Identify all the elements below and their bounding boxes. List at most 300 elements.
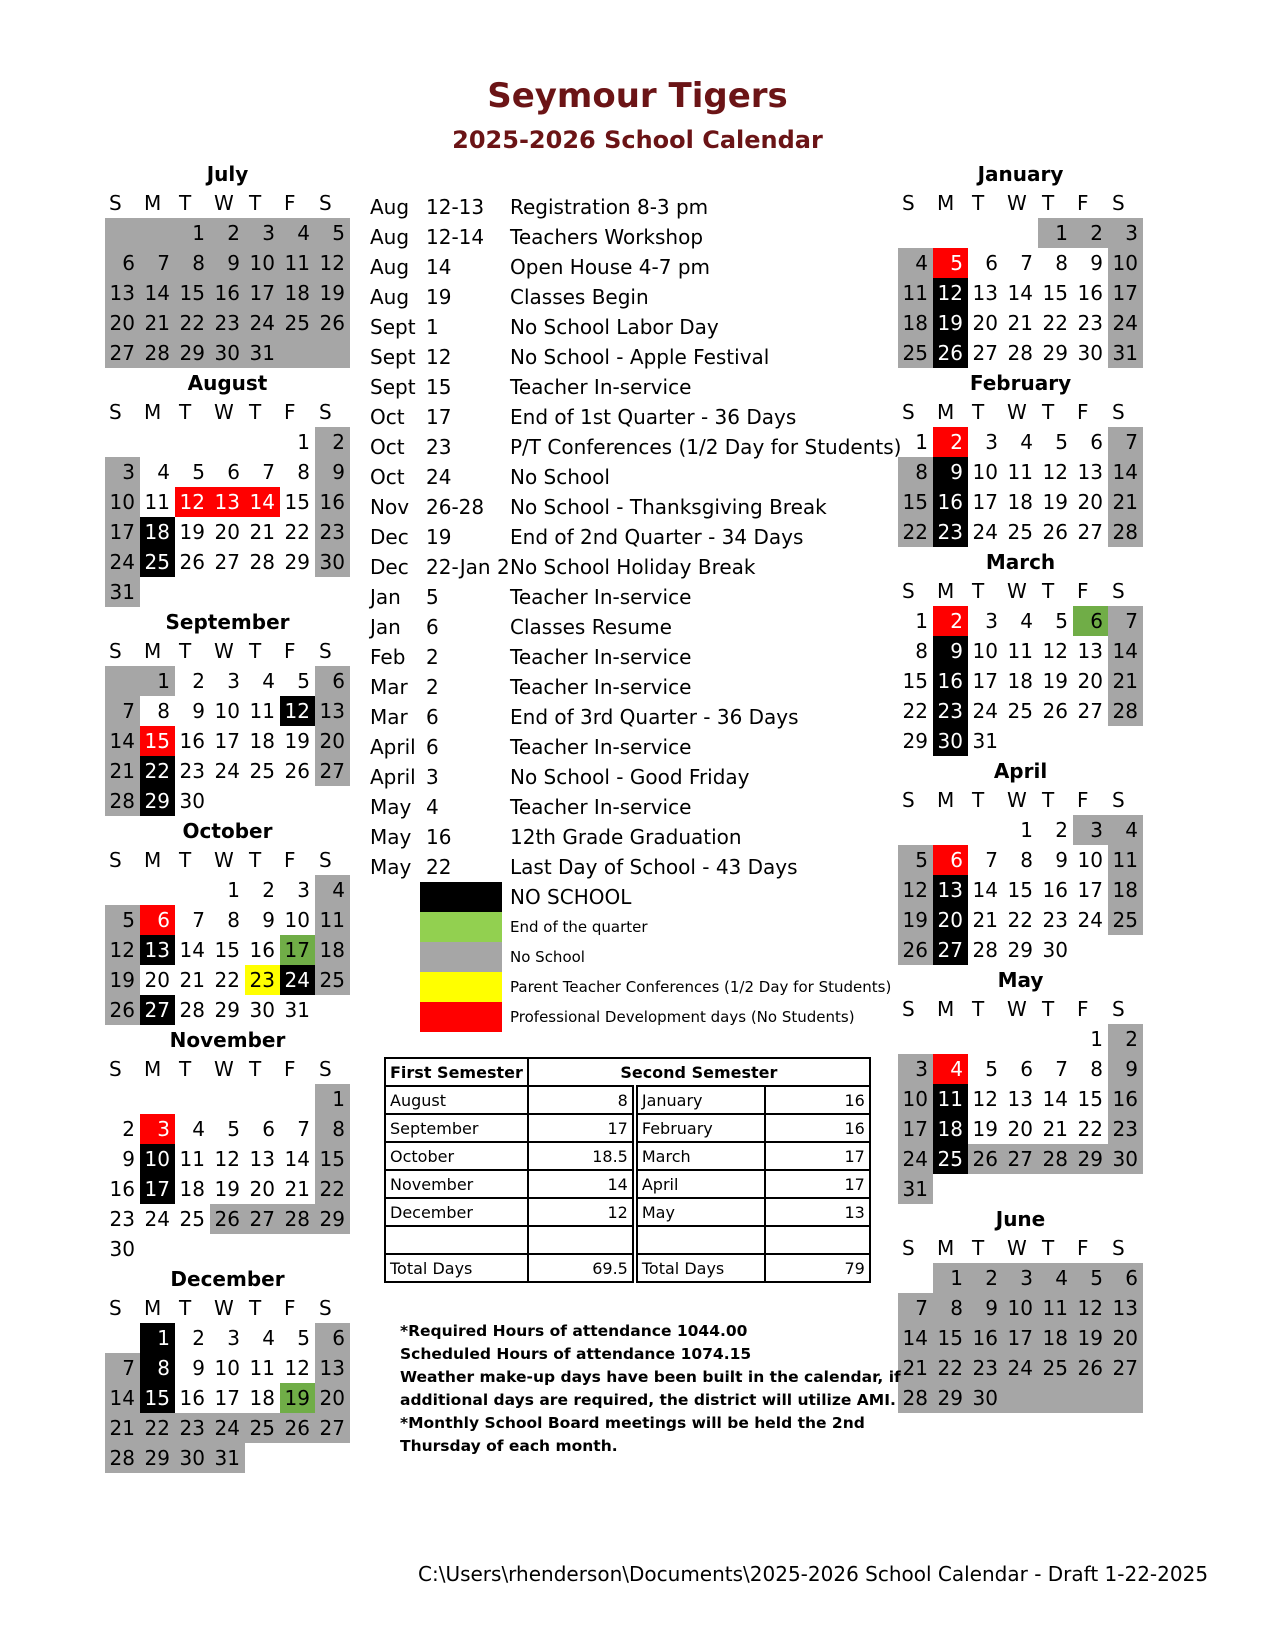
event-row: [370, 252, 890, 282]
month-march: [898, 548, 1143, 756]
weekday-label: M: [937, 997, 955, 1021]
day-cell: 23: [315, 517, 350, 547]
week-row: [898, 726, 1143, 756]
event-description: Teacher In-service: [510, 645, 692, 669]
day-cell: 9: [1090, 251, 1103, 275]
day-cell: 6: [933, 845, 968, 875]
month-april: [898, 757, 1143, 965]
day-cell: 11: [933, 1084, 968, 1114]
day-cell: 3: [985, 430, 998, 454]
day-cell: 5: [1055, 609, 1068, 633]
day-cell: 21: [1108, 666, 1143, 696]
day-cell: [968, 218, 1003, 248]
week-row: [898, 875, 1143, 905]
day-cell: 29: [1042, 341, 1068, 365]
day-cell: 13: [1007, 1087, 1033, 1111]
month-cell: [385, 1226, 528, 1254]
weekday-label: T: [972, 400, 985, 424]
day-cell: 27: [105, 338, 140, 368]
weekday-label: M: [144, 848, 162, 872]
attendance-notes: [400, 1320, 901, 1458]
day-cell: [105, 875, 140, 905]
day-cell: [140, 218, 175, 248]
day-cell: 9: [122, 1147, 135, 1171]
table-row: [385, 1226, 870, 1254]
day-cell: 5: [933, 248, 968, 278]
day-cell: 22: [933, 1353, 968, 1383]
weekday-label: M: [144, 400, 162, 424]
day-cell: 29: [214, 998, 240, 1022]
day-cell: 29: [315, 1204, 350, 1234]
week-row: [898, 1383, 1143, 1413]
event-description: Teacher In-service: [510, 675, 692, 699]
legend-label: End of the quarter: [510, 918, 648, 936]
weekday-label: S: [319, 639, 332, 663]
day-cell: 18: [249, 1386, 275, 1410]
event-month: Oct: [370, 435, 405, 459]
month-cell: [635, 1226, 765, 1254]
day-cell: 26: [1042, 699, 1068, 723]
day-cell: 11: [1007, 639, 1033, 663]
week-row: [898, 338, 1143, 368]
day-cell: 14: [284, 1147, 310, 1171]
day-cell: 1: [1020, 818, 1033, 842]
day-cell: 8: [1090, 1057, 1103, 1081]
day-cell: 16: [968, 1323, 1003, 1353]
day-cell: [175, 1234, 210, 1264]
weekday-label: M: [937, 1236, 955, 1260]
day-cell: 7: [262, 460, 275, 484]
day-cell: 3: [985, 609, 998, 633]
month-may: [898, 966, 1143, 1204]
day-cell: 16: [210, 278, 245, 308]
weekday-header: [898, 995, 1143, 1024]
event-row: [370, 432, 902, 462]
day-cell: 4: [1038, 1263, 1073, 1293]
day-cell: 19: [1042, 490, 1068, 514]
day-cell: 5: [227, 1117, 240, 1141]
day-cell: [140, 577, 175, 607]
day-cell: 14: [245, 487, 280, 517]
week-row: [898, 1024, 1143, 1054]
day-cell: 13: [249, 1147, 275, 1171]
day-cell: 16: [933, 666, 968, 696]
week-row: [105, 1084, 350, 1114]
weekday-label: M: [144, 639, 162, 663]
table-row: [385, 1142, 870, 1170]
weekday-label: W: [214, 1296, 234, 1320]
day-cell: 1: [1090, 1027, 1103, 1051]
event-description: Teacher In-service: [510, 795, 692, 819]
day-cell: 20: [1077, 490, 1103, 514]
event-month: Aug: [370, 285, 410, 309]
weekday-label: M: [937, 788, 955, 812]
day-cell: [105, 1084, 140, 1114]
day-cell: 21: [1108, 487, 1143, 517]
event-row: [370, 672, 890, 702]
event-row: [370, 822, 890, 852]
week-row: [105, 726, 350, 756]
day-cell: 21: [140, 308, 175, 338]
month-cell: September: [385, 1114, 528, 1142]
day-cell: 20: [972, 311, 998, 335]
day-cell: 6: [262, 1117, 275, 1141]
days-cell: 17: [528, 1114, 635, 1142]
day-cell: 12: [284, 1356, 310, 1380]
day-cell: 19: [933, 308, 968, 338]
day-cell: 3: [227, 1326, 240, 1350]
day-cell: 19: [179, 520, 205, 544]
day-cell: 25: [1038, 1353, 1073, 1383]
day-cell: 29: [284, 550, 310, 574]
week-row: [898, 308, 1143, 338]
day-cell: 28: [179, 998, 205, 1022]
day-cell: [315, 338, 350, 368]
day-cell: 21: [249, 520, 275, 544]
day-cell: 25: [179, 1207, 205, 1231]
day-cell: 2: [192, 669, 205, 693]
day-cell: [1038, 1174, 1073, 1204]
day-cell: 19: [972, 1117, 998, 1141]
weekday-label: S: [109, 1057, 122, 1081]
day-cell: 6: [1073, 606, 1108, 636]
day-cell: 13: [1108, 1293, 1143, 1323]
day-cell: 13: [315, 696, 350, 726]
day-cell: 5: [1073, 1263, 1108, 1293]
weekday-label: S: [109, 639, 122, 663]
day-cell: 4: [157, 460, 170, 484]
day-cell: 10: [972, 460, 998, 484]
weekday-label: T: [972, 788, 985, 812]
day-cell: 7: [140, 248, 175, 278]
day-cell: 11: [1038, 1293, 1073, 1323]
day-cell: 21: [105, 756, 140, 786]
event-description: No School - Good Friday: [510, 765, 750, 789]
event-date: 6: [426, 735, 439, 759]
day-cell: 9: [1108, 1054, 1143, 1084]
day-cell: 26: [898, 935, 933, 965]
day-cell: 2: [968, 1263, 1003, 1293]
event-date: 4: [426, 795, 439, 819]
day-cell: [280, 338, 315, 368]
week-row: [105, 995, 350, 1025]
day-cell: 12: [175, 487, 210, 517]
day-cell: 15: [284, 490, 310, 514]
event-row: [370, 732, 890, 762]
weekday-label: W: [214, 400, 234, 424]
day-cell: 20: [315, 1383, 350, 1413]
day-cell: [105, 1323, 140, 1353]
legend-label: No School: [510, 948, 585, 966]
day-cell: 4: [898, 248, 933, 278]
day-cell: 23: [968, 1353, 1003, 1383]
day-cell: 30: [315, 547, 350, 577]
weekday-label: S: [319, 400, 332, 424]
weekday-label: S: [902, 1236, 915, 1260]
day-cell: [968, 1174, 1003, 1204]
day-cell: 24: [214, 759, 240, 783]
day-cell: 7: [898, 1293, 933, 1323]
day-cell: 23: [933, 517, 968, 547]
day-cell: 21: [972, 908, 998, 932]
weekday-label: T: [1042, 788, 1055, 812]
week-row: [105, 1174, 350, 1204]
week-row: [105, 935, 350, 965]
day-cell: 5: [192, 460, 205, 484]
weekday-label: S: [902, 400, 915, 424]
day-cell: 7: [985, 848, 998, 872]
day-cell: 29: [933, 1383, 968, 1413]
event-month: Jan: [370, 585, 401, 609]
weekday-label: W: [214, 191, 234, 215]
weekday-label: S: [109, 191, 122, 215]
weekday-label: S: [1112, 579, 1125, 603]
day-cell: 17: [105, 517, 140, 547]
day-cell: 2: [315, 427, 350, 457]
day-cell: 13: [933, 875, 968, 905]
event-month: Sept: [370, 315, 416, 339]
weekday-label: T: [249, 1296, 262, 1320]
day-cell: 7: [297, 1117, 310, 1141]
day-cell: 10: [140, 1144, 175, 1174]
event-date: 5: [426, 585, 439, 609]
day-cell: 6: [1090, 430, 1103, 454]
day-cell: 17: [1003, 1323, 1038, 1353]
weekday-label: W: [1007, 579, 1027, 603]
day-cell: [245, 1234, 280, 1264]
day-cell: 10: [284, 908, 310, 932]
month-july: [105, 160, 350, 368]
week-row: [105, 1144, 350, 1174]
day-cell: 6: [315, 666, 350, 696]
day-cell: 7: [1108, 606, 1143, 636]
day-cell: 8: [1020, 848, 1033, 872]
weekday-label: F: [1077, 1236, 1089, 1260]
days-cell: 16: [765, 1086, 870, 1114]
event-date: 1: [426, 315, 439, 339]
event-date: 15: [426, 375, 452, 399]
day-cell: 25: [315, 965, 350, 995]
weekday-label: T: [179, 400, 192, 424]
day-cell: [280, 786, 315, 816]
day-cell: 31: [105, 577, 140, 607]
weekday-label: T: [972, 579, 985, 603]
day-cell: 25: [933, 1144, 968, 1174]
day-cell: 14: [1108, 636, 1143, 666]
event-description: Classes Begin: [510, 285, 649, 309]
day-cell: 28: [105, 786, 140, 816]
event-row: [370, 282, 890, 312]
weekday-header: [898, 1234, 1143, 1263]
day-cell: 4: [1108, 815, 1143, 845]
day-cell: 2: [210, 218, 245, 248]
day-cell: [1108, 1383, 1143, 1413]
event-row: [370, 342, 890, 372]
weekday-label: W: [1007, 788, 1027, 812]
day-cell: 24: [280, 965, 315, 995]
weekday-label: T: [1042, 997, 1055, 1021]
day-cell: [210, 577, 245, 607]
day-cell: 2: [262, 878, 275, 902]
weekday-label: S: [109, 400, 122, 424]
day-cell: 15: [933, 1323, 968, 1353]
event-row: [370, 582, 890, 612]
note-line: Thursday of each month.: [400, 1437, 618, 1455]
table-row: [385, 1170, 870, 1198]
day-cell: 26: [179, 550, 205, 574]
day-cell: 3: [297, 878, 310, 902]
day-cell: 4: [262, 1326, 275, 1350]
day-cell: 19: [315, 278, 350, 308]
day-cell: 4: [933, 1054, 968, 1084]
weekday-label: M: [144, 1296, 162, 1320]
day-cell: 12: [1073, 1293, 1108, 1323]
day-cell: 28: [1038, 1144, 1073, 1174]
day-cell: 23: [175, 1413, 210, 1443]
day-cell: 23: [1108, 1114, 1143, 1144]
day-cell: 3: [227, 669, 240, 693]
day-cell: 10: [972, 639, 998, 663]
week-row: [898, 935, 1143, 965]
day-cell: 4: [315, 875, 350, 905]
day-cell: 23: [1042, 908, 1068, 932]
day-cell: 28: [1108, 517, 1143, 547]
day-cell: 27: [245, 1204, 280, 1234]
day-cell: 24: [144, 1207, 170, 1231]
day-cell: 17: [1077, 878, 1103, 902]
weekday-label: S: [109, 848, 122, 872]
week-row: [105, 577, 350, 607]
event-month: Sept: [370, 375, 416, 399]
note-line: *Monthly School Board meetings will be held the 2nd: [400, 1414, 865, 1432]
day-cell: 17: [280, 935, 315, 965]
day-cell: 22: [898, 517, 933, 547]
day-cell: 9: [933, 457, 968, 487]
day-cell: 25: [1108, 905, 1143, 935]
event-month: Nov: [370, 495, 410, 519]
week-row: [898, 517, 1143, 547]
event-description: No School Labor Day: [510, 315, 719, 339]
day-cell: 15: [898, 487, 933, 517]
day-cell: 19: [284, 729, 310, 753]
note-line: additional days are required, the district will utilize AMI.: [400, 1391, 896, 1409]
weekday-label: W: [214, 1057, 234, 1081]
day-cell: 3: [105, 457, 140, 487]
day-cell: 7: [105, 696, 140, 726]
day-cell: [933, 218, 968, 248]
day-cell: [245, 427, 280, 457]
day-cell: 26: [968, 1144, 1003, 1174]
day-cell: 13: [1077, 639, 1103, 663]
month-name: April: [993, 759, 1048, 783]
day-cell: 27: [1003, 1144, 1038, 1174]
table-row: [385, 1254, 870, 1282]
event-row: [370, 612, 890, 642]
day-cell: 17: [972, 669, 998, 693]
day-cell: 15: [140, 726, 175, 756]
day-cell: 21: [898, 1353, 933, 1383]
day-cell: [1073, 1383, 1108, 1413]
day-cell: [898, 218, 933, 248]
days-cell: 16: [765, 1114, 870, 1142]
week-row: [898, 427, 1143, 457]
note-line: Scheduled Hours of attendance 1074.15: [400, 1345, 752, 1363]
event-date: 6: [426, 705, 439, 729]
weekday-label: T: [179, 1296, 192, 1320]
day-cell: 31: [898, 1174, 933, 1204]
week-row: [105, 278, 350, 308]
day-cell: 10: [245, 248, 280, 278]
day-cell: 5: [105, 905, 140, 935]
day-cell: 31: [1108, 338, 1143, 368]
day-cell: 27: [1108, 1353, 1143, 1383]
weekday-label: S: [902, 788, 915, 812]
day-cell: [315, 1234, 350, 1264]
day-cell: 15: [1077, 1087, 1103, 1111]
event-date: 19: [426, 285, 452, 309]
day-cell: 3: [898, 1054, 933, 1084]
day-cell: 3: [1003, 1263, 1038, 1293]
week-row: [105, 1323, 350, 1353]
day-cell: [898, 1024, 933, 1054]
day-cell: [1073, 1174, 1108, 1204]
event-description: Teachers Workshop: [510, 225, 704, 249]
day-cell: 21: [284, 1177, 310, 1201]
days-cell: 12: [528, 1198, 635, 1226]
day-cell: [1108, 726, 1143, 756]
day-cell: 8: [227, 908, 240, 932]
month-cell: February: [635, 1114, 765, 1142]
day-cell: 11: [1108, 845, 1143, 875]
week-row: [105, 427, 350, 457]
event-description: Classes Resume: [510, 615, 672, 639]
weekday-label: T: [1042, 1236, 1055, 1260]
month-name: June: [995, 1207, 1046, 1231]
day-cell: [315, 577, 350, 607]
event-row: [370, 792, 890, 822]
weekday-header: [898, 398, 1143, 427]
day-cell: 6: [985, 251, 998, 275]
day-cell: 14: [1042, 1087, 1068, 1111]
weekday-label: W: [1007, 400, 1027, 424]
day-cell: [210, 1084, 245, 1114]
day-cell: 24: [245, 308, 280, 338]
day-cell: 8: [157, 699, 170, 723]
day-cell: 23: [179, 759, 205, 783]
event-row: [370, 642, 890, 672]
week-row: [105, 1413, 350, 1443]
day-cell: 1: [227, 878, 240, 902]
weekday-label: W: [1007, 1236, 1027, 1260]
note-line: *Required Hours of attendance 1044.00: [400, 1322, 748, 1340]
day-cell: 1: [915, 430, 928, 454]
day-cell: 16: [109, 1177, 135, 1201]
day-cell: 12: [933, 278, 968, 308]
day-cell: 7: [192, 908, 205, 932]
day-cell: 28: [898, 1383, 933, 1413]
day-cell: 31: [972, 729, 998, 753]
week-row: [898, 1084, 1143, 1114]
week-row: [898, 696, 1143, 726]
day-cell: 20: [1108, 1323, 1143, 1353]
day-cell: 6: [140, 905, 175, 935]
day-cell: 17: [898, 1114, 933, 1144]
day-cell: 23: [1077, 311, 1103, 335]
day-cell: 2: [1055, 818, 1068, 842]
event-row: [370, 552, 890, 582]
weekday-label: W: [1007, 997, 1027, 1021]
week-row: [105, 756, 350, 786]
